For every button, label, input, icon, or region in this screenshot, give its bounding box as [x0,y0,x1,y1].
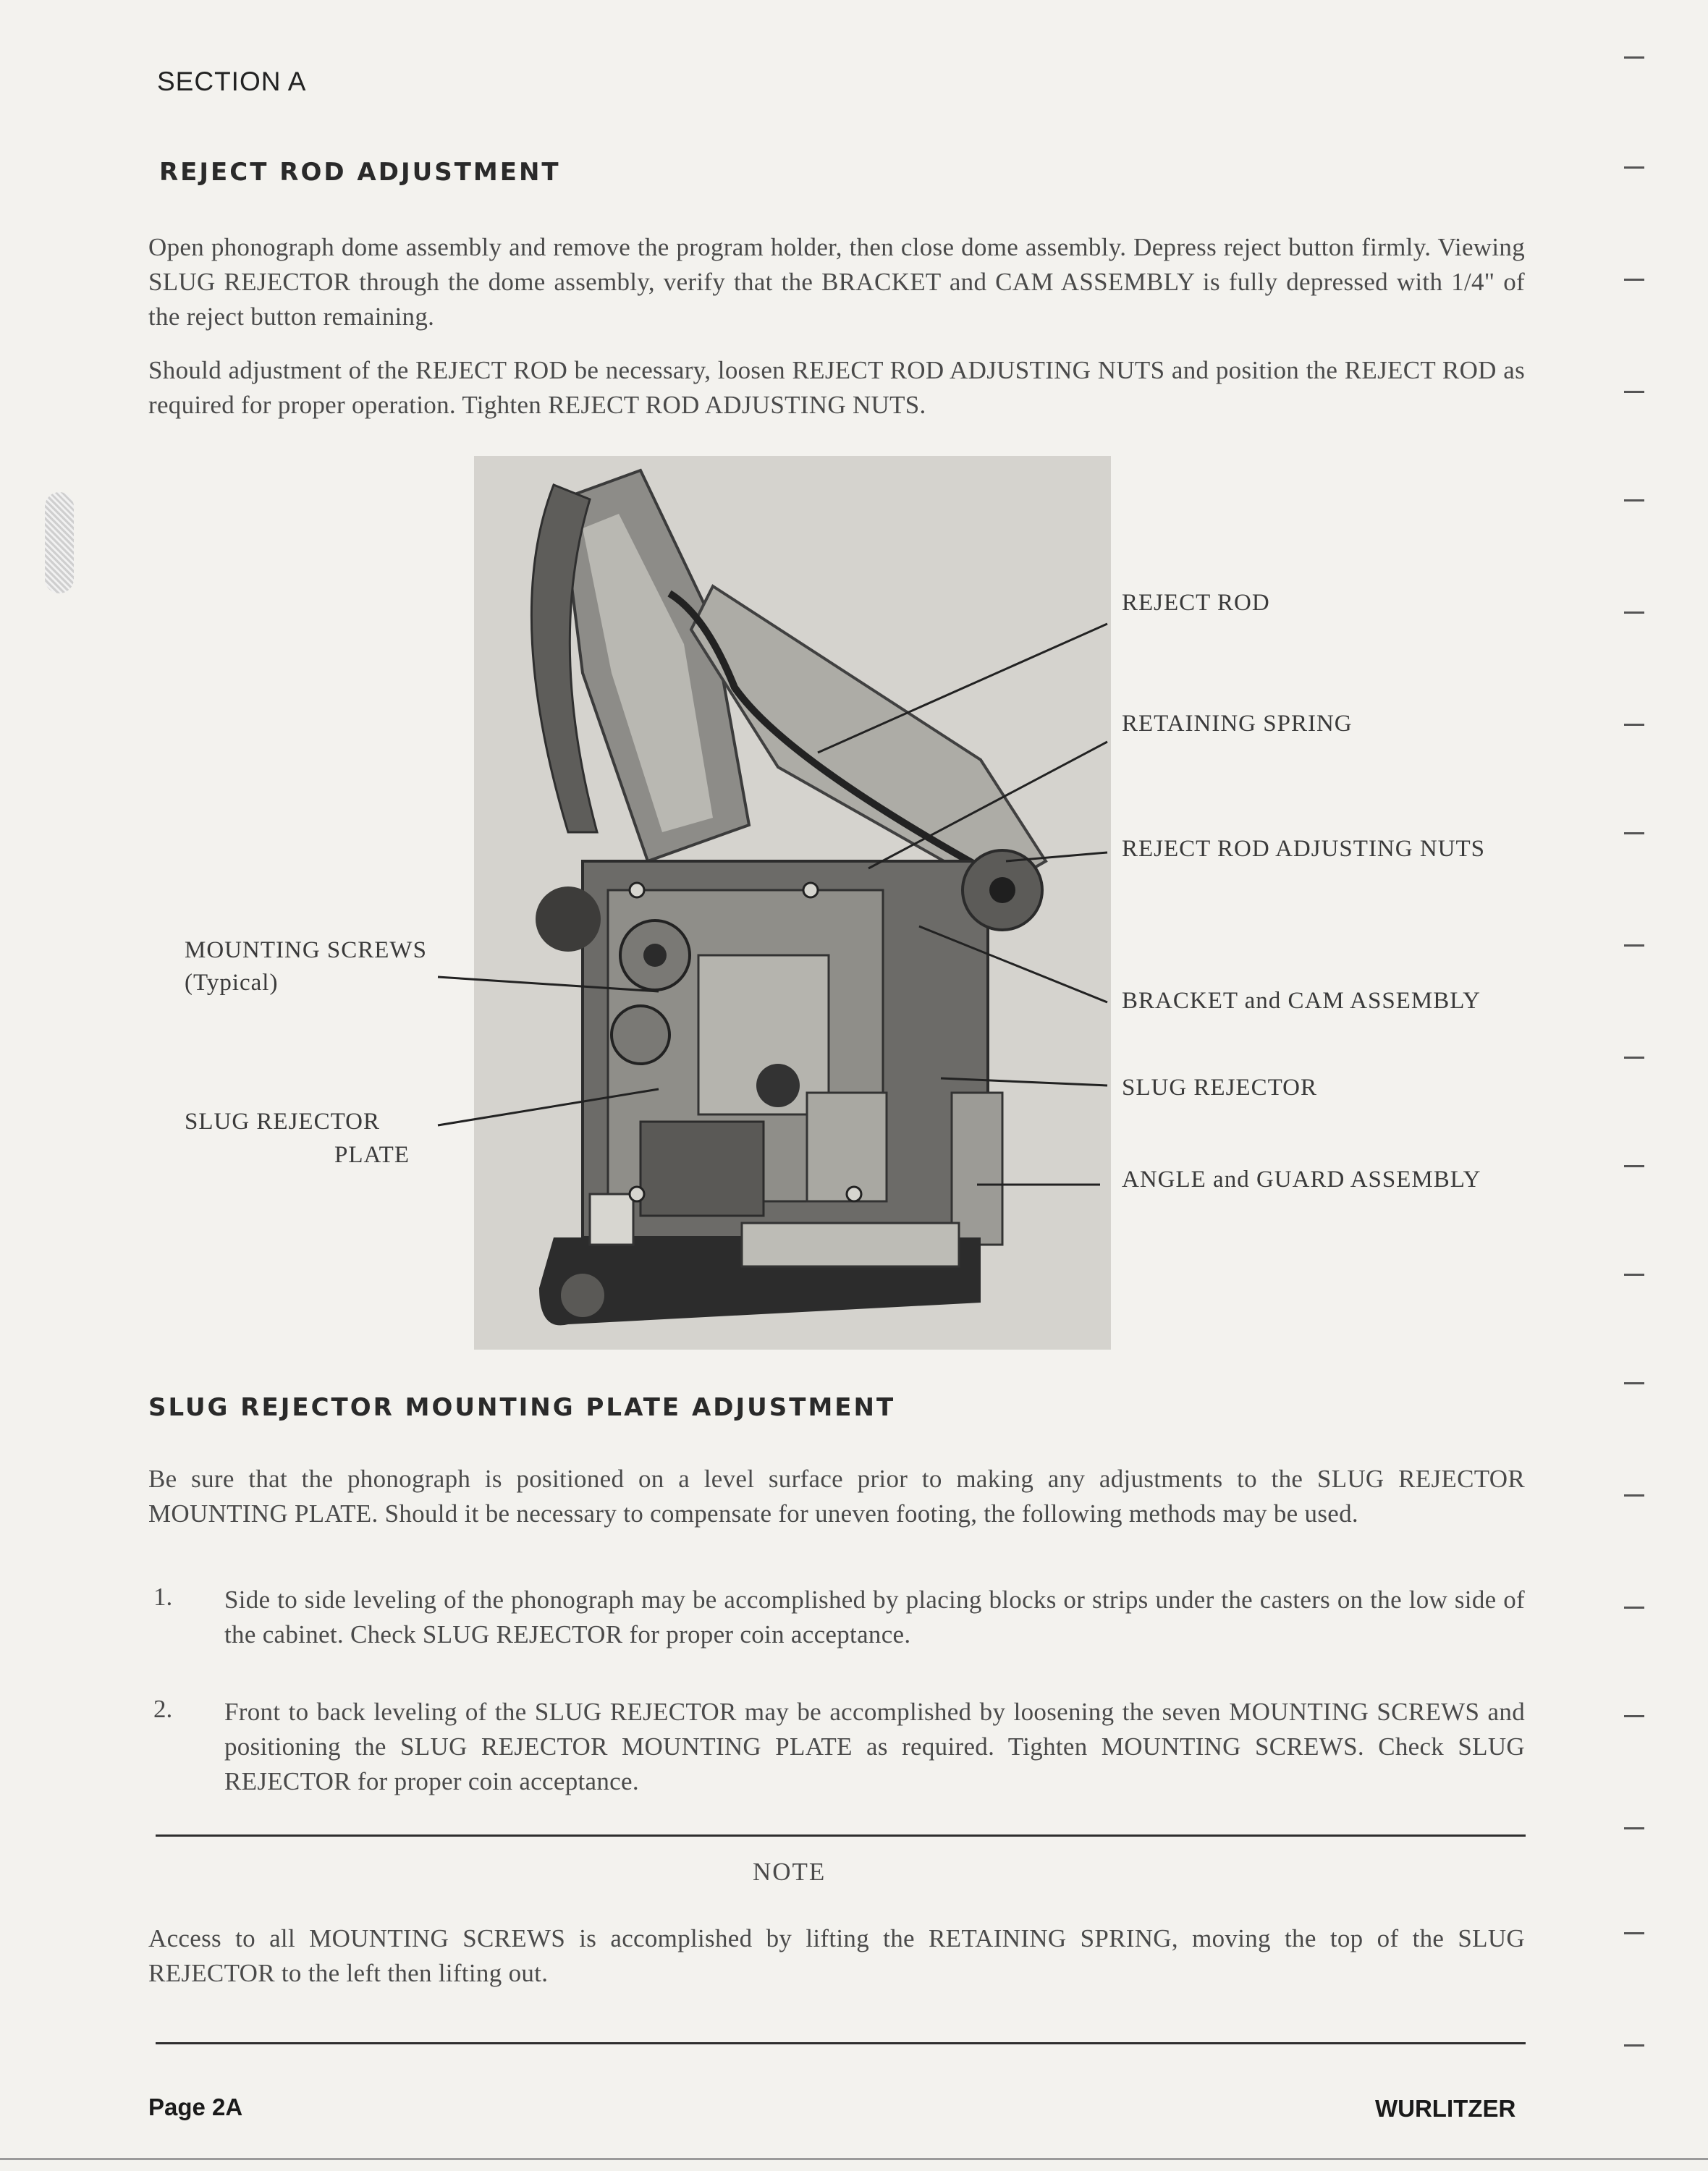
callout-reject-rod-adjusting-nuts: REJECT ROD ADJUSTING NUTS [1122,836,1486,862]
list-item-text: Side to side leveling of the phonograph may be accomplished by placing blocks or strips under the casters on the low side of the cabinet. Check SLUG REJECTOR for proper coin acceptance. [224,1586,1525,1649]
list-number: 1. [153,1583,173,1611]
note-text: Access to all MOUNTING SCREWS is accomplished by lifting the RETAINING SPRING, moving the top of the SLUG REJECTOR to the left then lifting out. [148,1924,1525,1987]
reject-rod-paragraph-2: Should adjustment of the REJECT ROD be necessary, loosen REJECT ROD ADJUSTING NUTS and position the REJECT ROD as required for proper operation. Tighten REJECT ROD ADJUSTING NUTS. [148,356,1525,419]
callout-mounting-screws: MOUNTING SCREWS [185,937,427,963]
callout-mounting-screws-typical: (Typical) [185,970,279,996]
callout-bracket-cam-assembly: BRACKET and CAM ASSEMBLY [1122,988,1481,1014]
divider [156,2042,1526,2044]
callout-angle-guard-assembly: ANGLE and GUARD ASSEMBLY [1122,1167,1481,1193]
section-label: SECTION A [157,67,307,96]
reject-rod-heading: REJECT ROD ADJUSTMENT [159,158,561,187]
callout-reject-rod: REJECT ROD [1122,590,1270,616]
reject-rod-paragraph-1: Open phonograph dome assembly and remove the program holder, then close dome assembly. Depress reject button firmly. Viewing SLUG REJECTOR through the dome assembly, verify that the BRACKET and CAM ASSEMBLY is fully depressed with 1/4" of the reject button remaining. [148,233,1525,331]
page-number: Page 2A [148,2094,243,2120]
note-title: NOTE [753,1858,826,1886]
slug-plate-paragraph: Be sure that the phonograph is positioned on a level surface prior to making any adjustments to the SLUG REJECTOR MOUNTING PLATE. Should it be necessary to compensate for uneven footing, the following methods may be used. [148,1465,1525,1528]
slug-plate-heading: SLUG REJECTOR MOUNTING PLATE ADJUSTMENT [148,1393,896,1422]
callout-slug-rejector-plate-line2: PLATE [334,1142,410,1168]
page-bottom-edge [0,2158,1708,2160]
brand-name: WURLITZER [1375,2095,1516,2122]
list-number: 2. [153,1695,173,1723]
callout-retaining-spring: RETAINING SPRING [1122,711,1353,737]
callout-slug-rejector: SLUG REJECTOR [1122,1075,1318,1101]
divider [156,1834,1526,1837]
list-item-text: Front to back leveling of the SLUG REJECTOR may be accomplished by loosening the seven MOUNTING SCREWS and positioning the SLUG REJECTOR MOUNTING PLATE as required. Tighten MOUNTING SCREWS. Check SLUG REJECTOR for proper coin acceptance. [224,1698,1525,1795]
callout-slug-rejector-plate: SLUG REJECTOR [185,1109,381,1135]
